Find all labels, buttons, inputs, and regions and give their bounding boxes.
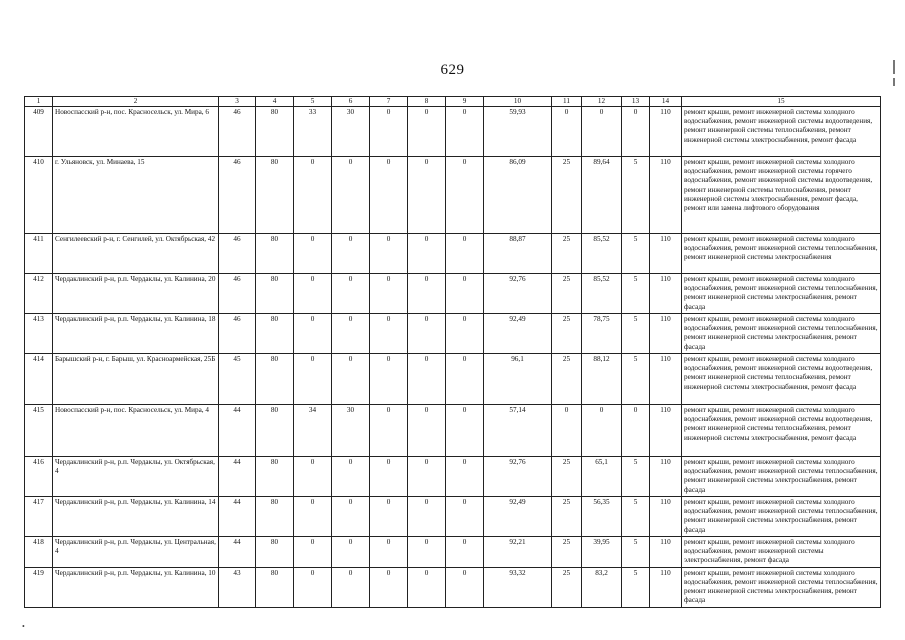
housing-repair-table — [24, 96, 881, 608]
cell-col-6: 0 — [332, 567, 370, 607]
cell-col-6: 30 — [332, 107, 370, 157]
cell-col-7: 0 — [370, 234, 408, 274]
cell-works-list: ремонт крыши, ремонт инженерной системы холодного водоснабжения, ремонт инженерной системы водоотведения, ремонт инженерной системы теплоснабжения, ремонт инженерной системы электроснабжения, ремонт фасада — [682, 354, 881, 405]
cell-address: Чердаклинский р-н, р.п. Чердаклы, ул. Калинина, 18 — [53, 314, 219, 354]
cell-col-5: 0 — [294, 274, 332, 314]
cell-col-4: 80 — [256, 567, 294, 607]
cell-row-number: 409 — [25, 107, 53, 157]
cell-col-8: 0 — [408, 274, 446, 314]
column-header-14: 14 — [650, 97, 682, 107]
cell-col-7: 0 — [370, 274, 408, 314]
cell-address: Чердаклинский р-н, р.п. Чердаклы, ул. Центральная, 4 — [53, 537, 219, 568]
cell-works-list: ремонт крыши, ремонт инженерной системы холодного водоснабжения, ремонт инженерной системы теплоснабжения, ремонт инженерной системы электроснабжения — [682, 234, 881, 274]
cell-address: Чердаклинский р-н, р.п. Чердаклы, ул. Калинина, 20 — [53, 274, 219, 314]
cell-col-3: 46 — [219, 157, 256, 234]
cell-col-5: 0 — [294, 234, 332, 274]
column-header-12: 12 — [582, 97, 622, 107]
cell-col-13: 5 — [622, 274, 650, 314]
column-header-15: 15 — [682, 97, 881, 107]
cell-col-13: 5 — [622, 234, 650, 274]
cell-col-6: 0 — [332, 274, 370, 314]
cell-works-list: ремонт крыши, ремонт инженерной системы холодного водоснабжения, ремонт инженерной системы теплоснабжения, ремонт инженерной системы электроснабжения, ремонт фасада — [682, 497, 881, 537]
cell-col-7: 0 — [370, 314, 408, 354]
cell-col-3: 46 — [219, 107, 256, 157]
cell-col-11: 25 — [552, 567, 582, 607]
scan-edge-mark — [893, 78, 895, 86]
cell-col-10: 92,76 — [484, 274, 552, 314]
cell-address: Новоспасский р-н, пос. Красносельск, ул. Мира, 6 — [53, 107, 219, 157]
cell-col-5: 0 — [294, 567, 332, 607]
cell-col-12: 0 — [582, 405, 622, 457]
cell-col-14: 110 — [650, 157, 682, 234]
cell-col-13: 5 — [622, 354, 650, 405]
column-header-3: 3 — [219, 97, 256, 107]
cell-row-number: 415 — [25, 405, 53, 457]
cell-col-9: 0 — [446, 157, 484, 234]
cell-col-11: 25 — [552, 234, 582, 274]
cell-col-5: 0 — [294, 157, 332, 234]
cell-col-5: 0 — [294, 314, 332, 354]
header-row — [25, 97, 881, 107]
cell-col-8: 0 — [408, 537, 446, 568]
table-row — [25, 354, 881, 405]
cell-col-14: 110 — [650, 354, 682, 405]
table-row — [25, 234, 881, 274]
cell-row-number: 417 — [25, 497, 53, 537]
scan-edge-mark — [893, 60, 895, 74]
cell-col-13: 5 — [622, 567, 650, 607]
cell-col-3: 46 — [219, 274, 256, 314]
cell-col-14: 110 — [650, 457, 682, 497]
cell-col-12: 85,52 — [582, 234, 622, 274]
cell-col-10: 92,76 — [484, 457, 552, 497]
cell-col-6: 0 — [332, 314, 370, 354]
cell-col-10: 92,49 — [484, 497, 552, 537]
cell-col-3: 44 — [219, 405, 256, 457]
cell-col-8: 0 — [408, 354, 446, 405]
cell-col-12: 83,2 — [582, 567, 622, 607]
page-number: 629 — [440, 62, 465, 78]
cell-col-12: 39,95 — [582, 537, 622, 568]
cell-col-6: 0 — [332, 457, 370, 497]
cell-col-3: 45 — [219, 354, 256, 405]
cell-col-9: 0 — [446, 274, 484, 314]
cell-col-5: 33 — [294, 107, 332, 157]
cell-col-11: 25 — [552, 537, 582, 568]
cell-col-4: 80 — [256, 107, 294, 157]
cell-col-9: 0 — [446, 314, 484, 354]
cell-col-8: 0 — [408, 457, 446, 497]
cell-row-number: 416 — [25, 457, 53, 497]
cell-col-11: 25 — [552, 314, 582, 354]
cell-col-4: 80 — [256, 274, 294, 314]
cell-col-7: 0 — [370, 107, 408, 157]
cell-col-14: 110 — [650, 234, 682, 274]
cell-col-4: 80 — [256, 234, 294, 274]
table-row — [25, 274, 881, 314]
cell-col-14: 110 — [650, 107, 682, 157]
cell-col-13: 5 — [622, 157, 650, 234]
cell-col-7: 0 — [370, 537, 408, 568]
cell-col-3: 46 — [219, 234, 256, 274]
table-row — [25, 157, 881, 234]
cell-col-4: 80 — [256, 405, 294, 457]
column-header-4: 4 — [256, 97, 294, 107]
cell-col-5: 0 — [294, 354, 332, 405]
cell-col-13: 0 — [622, 405, 650, 457]
cell-col-11: 25 — [552, 497, 582, 537]
cell-col-12: 89,64 — [582, 157, 622, 234]
cell-col-12: 65,1 — [582, 457, 622, 497]
column-header-13: 13 — [622, 97, 650, 107]
cell-col-11: 25 — [552, 274, 582, 314]
cell-col-4: 80 — [256, 537, 294, 568]
cell-col-13: 5 — [622, 314, 650, 354]
cell-col-9: 0 — [446, 567, 484, 607]
cell-col-3: 46 — [219, 314, 256, 354]
column-header-2: 2 — [53, 97, 219, 107]
cell-col-4: 80 — [256, 497, 294, 537]
cell-address: Новоспасский р-н, пос. Красносельск, ул. Мира, 4 — [53, 405, 219, 457]
cell-col-9: 0 — [446, 405, 484, 457]
cell-address: Чердаклинский р-н, р.п. Чердаклы, ул. Калинина, 14 — [53, 497, 219, 537]
cell-col-10: 57,14 — [484, 405, 552, 457]
cell-col-8: 0 — [408, 497, 446, 537]
cell-col-11: 0 — [552, 405, 582, 457]
cell-col-8: 0 — [408, 405, 446, 457]
cell-col-7: 0 — [370, 157, 408, 234]
cell-col-9: 0 — [446, 107, 484, 157]
cell-col-6: 0 — [332, 497, 370, 537]
table-body — [25, 107, 881, 608]
column-header-10: 10 — [484, 97, 552, 107]
cell-address: Чердаклинский р-н, р.п. Чердаклы, ул. Калинина, 10 — [53, 567, 219, 607]
cell-works-list: ремонт крыши, ремонт инженерной системы холодного водоснабжения, ремонт инженерной системы электроснабжения, ремонт фасада — [682, 537, 881, 568]
cell-row-number: 413 — [25, 314, 53, 354]
cell-col-12: 0 — [582, 107, 622, 157]
cell-col-9: 0 — [446, 497, 484, 537]
cell-col-8: 0 — [408, 567, 446, 607]
cell-col-11: 0 — [552, 107, 582, 157]
cell-works-list: ремонт крыши, ремонт инженерной системы холодного водоснабжения, ремонт инженерной системы теплоснабжения, ремонт инженерной системы электроснабжения, ремонт фасада — [682, 274, 881, 314]
cell-col-3: 44 — [219, 537, 256, 568]
cell-col-13: 0 — [622, 107, 650, 157]
cell-col-9: 0 — [446, 537, 484, 568]
cell-col-10: 93,32 — [484, 567, 552, 607]
cell-col-12: 88,12 — [582, 354, 622, 405]
cell-address: г. Ульяновск, ул. Минаева, 15 — [53, 157, 219, 234]
cell-col-7: 0 — [370, 497, 408, 537]
cell-col-12: 78,75 — [582, 314, 622, 354]
column-header-7: 7 — [370, 97, 408, 107]
cell-col-13: 5 — [622, 537, 650, 568]
column-header-1: 1 — [25, 97, 53, 107]
cell-address: Сенгилеевский р-н, г. Сенгилей, ул. Октябрьская, 42 — [53, 234, 219, 274]
cell-col-5: 34 — [294, 405, 332, 457]
cell-row-number: 411 — [25, 234, 53, 274]
table-row — [25, 314, 881, 354]
cell-col-12: 85,52 — [582, 274, 622, 314]
cell-col-3: 44 — [219, 457, 256, 497]
cell-col-6: 0 — [332, 537, 370, 568]
cell-address: Барышский р-н, г. Барыш, ул. Красноармейская, 25Б — [53, 354, 219, 405]
cell-col-7: 0 — [370, 567, 408, 607]
cell-col-9: 0 — [446, 457, 484, 497]
cell-col-10: 59,93 — [484, 107, 552, 157]
cell-col-5: 0 — [294, 497, 332, 537]
cell-row-number: 412 — [25, 274, 53, 314]
table-row — [25, 537, 881, 568]
table-row — [25, 457, 881, 497]
cell-works-list: ремонт крыши, ремонт инженерной системы холодного водоснабжения, ремонт инженерной системы водоотведения, ремонт инженерной системы теплоснабжения, ремонт инженерной системы электроснабжения, ремонт фасада — [682, 405, 881, 457]
cell-col-8: 0 — [408, 107, 446, 157]
cell-row-number: 419 — [25, 567, 53, 607]
cell-col-4: 80 — [256, 354, 294, 405]
cell-col-5: 0 — [294, 457, 332, 497]
cell-row-number: 414 — [25, 354, 53, 405]
cell-col-10: 92,49 — [484, 314, 552, 354]
cell-col-7: 0 — [370, 354, 408, 405]
column-header-6: 6 — [332, 97, 370, 107]
cell-col-13: 5 — [622, 457, 650, 497]
cell-col-7: 0 — [370, 405, 408, 457]
cell-col-9: 0 — [446, 234, 484, 274]
table-row — [25, 567, 881, 607]
cell-col-14: 110 — [650, 567, 682, 607]
cell-col-14: 110 — [650, 314, 682, 354]
cell-works-list: ремонт крыши, ремонт инженерной системы холодного водоснабжения, ремонт инженерной системы горячего водоснабжения, ремонт инженерной системы водоотведения, ремонт инженерной системы теплоснабжения, ремонт инженерной системы электроснабжения, ремонт фасада, ремонт или замена лифтового оборудования — [682, 157, 881, 234]
cell-col-10: 92,21 — [484, 537, 552, 568]
cell-row-number: 410 — [25, 157, 53, 234]
table-row — [25, 107, 881, 157]
column-header-9: 9 — [446, 97, 484, 107]
cell-col-6: 0 — [332, 157, 370, 234]
cell-col-11: 25 — [552, 354, 582, 405]
cell-col-6: 0 — [332, 234, 370, 274]
column-header-5: 5 — [294, 97, 332, 107]
cell-works-list: ремонт крыши, ремонт инженерной системы холодного водоснабжения, ремонт инженерной системы теплоснабжения, ремонт инженерной системы электроснабжения, ремонт фасада — [682, 567, 881, 607]
cell-col-7: 0 — [370, 457, 408, 497]
table-row — [25, 405, 881, 457]
cell-col-12: 56,35 — [582, 497, 622, 537]
cell-col-10: 96,1 — [484, 354, 552, 405]
cell-col-6: 30 — [332, 405, 370, 457]
cell-address: Чердаклинский р-н, р.п. Чердаклы, ул. Октябрьская, 4 — [53, 457, 219, 497]
cell-works-list: ремонт крыши, ремонт инженерной системы холодного водоснабжения, ремонт инженерной системы теплоснабжения, ремонт инженерной системы электроснабжения, ремонт фасада — [682, 457, 881, 497]
cell-col-9: 0 — [446, 354, 484, 405]
cell-col-13: 5 — [622, 497, 650, 537]
cell-col-8: 0 — [408, 234, 446, 274]
cell-col-14: 110 — [650, 405, 682, 457]
cell-col-8: 0 — [408, 314, 446, 354]
cell-row-number: 418 — [25, 537, 53, 568]
cell-col-5: 0 — [294, 537, 332, 568]
cell-col-14: 110 — [650, 274, 682, 314]
cell-col-3: 43 — [219, 567, 256, 607]
cell-col-14: 110 — [650, 497, 682, 537]
cell-col-10: 86,09 — [484, 157, 552, 234]
cell-col-3: 44 — [219, 497, 256, 537]
cell-col-6: 0 — [332, 354, 370, 405]
cell-col-4: 80 — [256, 457, 294, 497]
cell-col-4: 80 — [256, 314, 294, 354]
cell-col-10: 88,87 — [484, 234, 552, 274]
cell-works-list: ремонт крыши, ремонт инженерной системы холодного водоснабжения, ремонт инженерной системы водоотведения, ремонт инженерной системы теплоснабжения, ремонт инженерной системы электроснабжения, ремонт фасада — [682, 107, 881, 157]
column-header-11: 11 — [552, 97, 582, 107]
cell-col-8: 0 — [408, 157, 446, 234]
cell-col-14: 110 — [650, 537, 682, 568]
cell-col-11: 25 — [552, 157, 582, 234]
cell-works-list: ремонт крыши, ремонт инженерной системы холодного водоснабжения, ремонт инженерной системы теплоснабжения, ремонт инженерной системы электроснабжения, ремонт фасада — [682, 314, 881, 354]
scan-artifact: • — [22, 622, 25, 631]
table-row — [25, 497, 881, 537]
cell-col-11: 25 — [552, 457, 582, 497]
column-header-8: 8 — [408, 97, 446, 107]
cell-col-4: 80 — [256, 157, 294, 234]
